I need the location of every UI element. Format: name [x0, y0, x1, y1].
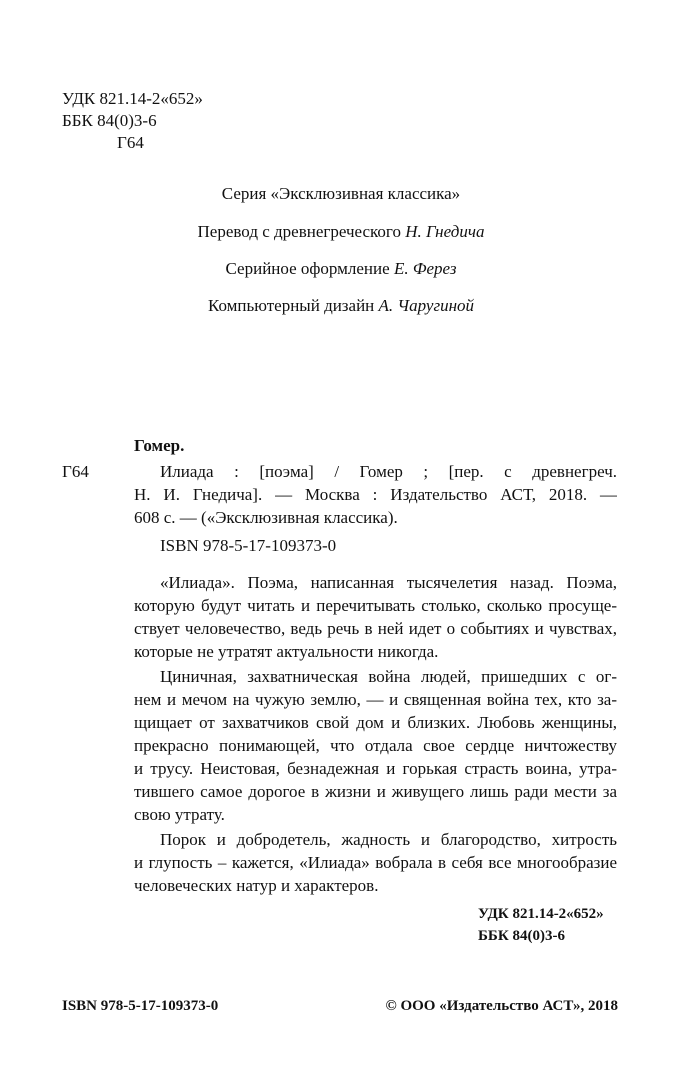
annotation-p2-line-3: щищает от захватчиков свой дом и близких. Любовь женщины,	[134, 713, 617, 732]
catalog-author: Гомер.	[134, 436, 185, 455]
computer-design-line	[0, 296, 682, 316]
design-name: Е. Ферез	[393, 259, 457, 278]
udk-code-bottom: УДК 821.14-2«652»	[478, 906, 604, 922]
translation-line	[0, 222, 682, 242]
annotation-p3-line-3: человеческих натур и характеров.	[134, 876, 379, 895]
catalog-isbn: ISBN 978-5-17-109373-0	[160, 536, 337, 555]
annotation-p2-line-1: Циничная, захватническая война людей, пришедших с ог-	[160, 667, 617, 686]
computer-design-name: А. Чаругиной	[378, 296, 475, 315]
annotation-p1-line-4: которые не утратят актуальности никогда.	[134, 642, 439, 661]
annotation-p1-line-2: которую будут читать и перечитывать столько, сколько просуще-	[134, 596, 617, 615]
catalog-line-2: Н. И. Гнедича]. — Москва : Издательство АСТ, 2018. —	[134, 485, 617, 504]
annotation-p1-line-1: «Илиада». Поэма, написанная тысячелетия назад. Поэма,	[160, 573, 617, 592]
annotation-p3-line-2: и глупость – кажется, «Илиада» вобрала в себя все многообразие	[134, 853, 617, 872]
translation-label: Перевод с древнегреческого	[197, 222, 401, 241]
annotation-p2-line-2: нем и мечом на чужую землю, — и священная война тех, кто за-	[134, 690, 617, 709]
annotation-p1-line-3: ствует человечество, ведь речь в ней идет о событиях и чувствах,	[134, 619, 617, 638]
annotation-p2-line-4: прекрасно понимающей, что отдала свое сердце ничтожеству	[134, 736, 617, 755]
bbk-code-top: ББК 84(0)3-6	[62, 111, 157, 130]
footer-isbn: ISBN 978-5-17-109373-0	[62, 998, 219, 1014]
bbk-code-bottom: ББК 84(0)3-6	[478, 928, 565, 944]
annotation-p2-line-7: свою утрату.	[134, 805, 225, 824]
footer-copyright: © ООО «Издательство АСТ», 2018	[385, 998, 618, 1014]
catalog-line-1: Илиада : [поэма] / Гомер ; [пер. с древнегреч.	[160, 462, 617, 481]
udk-code-top: УДК 821.14-2«652»	[62, 89, 203, 108]
design-line	[0, 259, 682, 279]
annotation-p3-line-1: Порок и добродетель, жадность и благородство, хитрость	[160, 830, 617, 849]
design-label: Серийное оформление	[225, 259, 390, 278]
annotation-p2-line-6: тившего самое дорогое в жизни и живущего лишь ради мести за	[134, 782, 617, 801]
author-mark-top: Г64	[117, 133, 144, 152]
series-line: Серия «Эксклюзивная классика»	[221, 184, 461, 203]
catalog-line-3: 608 с. — («Эксклюзивная классика).	[134, 508, 398, 527]
translation-name: Н. Гнедича	[405, 222, 485, 241]
annotation-p2-line-5: и трусу. Неистовая, безнадежная и горькая страсть воина, утра-	[134, 759, 617, 778]
catalog-mark: Г64	[62, 462, 89, 481]
computer-design-label: Компьютерный дизайн	[207, 296, 375, 315]
